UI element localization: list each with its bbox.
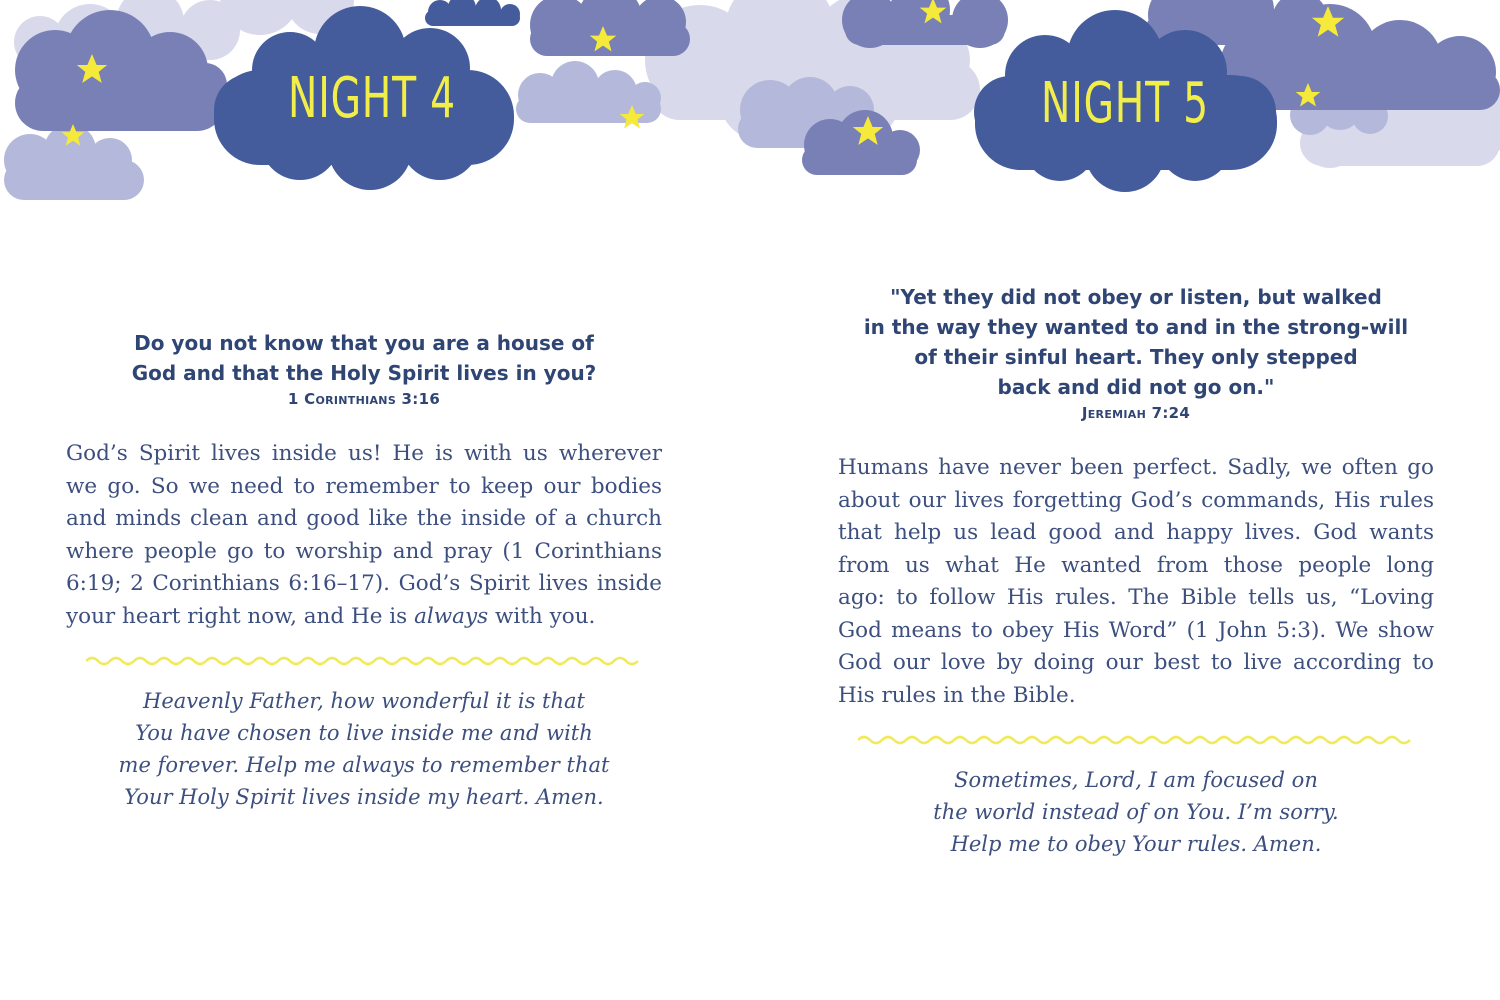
cloud-icon bbox=[425, 0, 520, 26]
body-line: and minds clean and good like the inside of a church bbox=[66, 506, 662, 531]
prayer-line: Help me to obey Your rules. Amen. bbox=[950, 832, 1322, 856]
body-line: Humans have never been perfect. Sadly, we often go bbox=[838, 455, 1434, 480]
body-line: we go. So we need to remember to keep our bodies bbox=[66, 473, 662, 499]
wave-divider-icon bbox=[86, 655, 642, 667]
prayer-line: Sometimes, Lord, I am focused on bbox=[954, 768, 1318, 792]
night-4-title: NIGHT 4 bbox=[288, 66, 456, 131]
scripture-verse bbox=[838, 282, 1434, 402]
body-line: God our love by doing our best to live according to bbox=[838, 650, 1434, 675]
body-line: where people go to worship and pray (1 Corinthians bbox=[66, 538, 662, 564]
prayer-line: the world instead of on You. I’m sorry. bbox=[933, 800, 1339, 824]
prayer-line: Your Holy Spirit lives inside my heart. Amen. bbox=[124, 785, 604, 809]
emphasized-word: always bbox=[414, 603, 489, 629]
verse-line: Do you not know that you are a house of bbox=[134, 331, 594, 355]
verse-line: of their sinful heart. They only stepped bbox=[914, 345, 1358, 369]
scripture-verse bbox=[66, 328, 662, 388]
prayer-text bbox=[66, 685, 662, 813]
wave-divider-icon bbox=[858, 734, 1414, 746]
verse-line: back and did not go on." bbox=[997, 375, 1275, 399]
scripture-reference: 1 Corinthians 3:16 bbox=[287, 390, 441, 408]
prayer-line: You have chosen to live inside me and with bbox=[135, 721, 593, 745]
night-5-title: NIGHT 5 bbox=[1041, 71, 1209, 136]
prayer-line: Heavenly Father, how wonderful it is that bbox=[143, 689, 585, 713]
devotional-text bbox=[838, 452, 1434, 712]
body-line: His rules in the Bible. bbox=[838, 682, 1076, 708]
scripture-reference: Jeremiah 7:24 bbox=[1081, 404, 1191, 422]
prayer-text bbox=[838, 764, 1434, 860]
prayer-line: me forever. Help me always to remember that bbox=[118, 753, 610, 777]
body-line: from us what He wanted from those people long bbox=[838, 552, 1434, 578]
body-line: ago: to follow His rules. The Bible tells us, “Loving bbox=[838, 585, 1434, 610]
verse-line: "Yet they did not obey or listen, but walked bbox=[890, 285, 1382, 309]
devotional-text bbox=[66, 438, 662, 633]
night-5-page bbox=[838, 282, 1434, 860]
body-line: about our lives forgetting God’s commands, His rules bbox=[838, 487, 1434, 513]
verse-line: God and that the Holy Spirit lives in you? bbox=[131, 361, 597, 385]
cloud-icon bbox=[842, 0, 1008, 48]
cloud-icon bbox=[516, 61, 661, 123]
body-line bbox=[66, 601, 662, 634]
night-sky-banner bbox=[0, 0, 1500, 210]
body-text-fragment: with you. bbox=[488, 603, 596, 629]
body-line: 6:19; 2 Corinthians 6:16–17). God’s Spirit lives inside bbox=[66, 571, 662, 596]
verse-line: in the way they wanted to and in the strong-will bbox=[863, 315, 1409, 339]
body-line: that help us lead good and happy lives. God wants bbox=[838, 520, 1434, 545]
body-line: God’s Spirit lives inside us! He is with us wherever bbox=[66, 441, 662, 466]
body-line: God means to obey His Word” (1 John 5:3). We show bbox=[838, 617, 1434, 643]
body-text-fragment: your heart right now, and He is bbox=[66, 603, 415, 629]
night-4-page bbox=[66, 328, 662, 813]
